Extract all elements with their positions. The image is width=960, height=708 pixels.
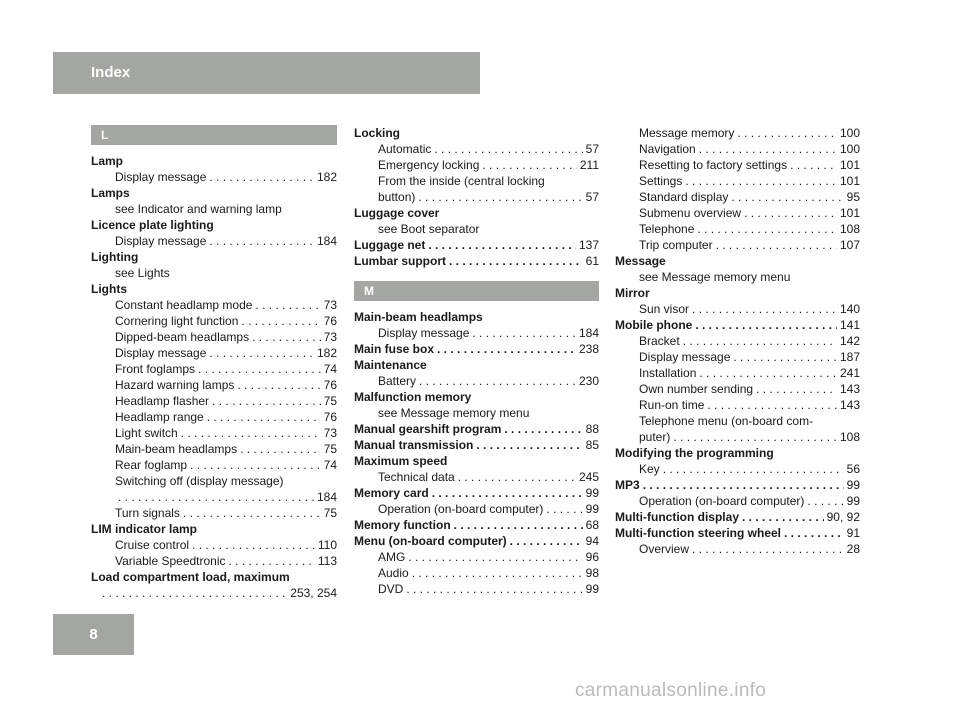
entry-label: Lighting: [91, 250, 139, 264]
dot-leader: [643, 477, 844, 493]
index-subentry: [91, 377, 337, 393]
dot-leader: [209, 233, 314, 249]
entry-label: MP3: [615, 478, 640, 492]
dot-leader: [731, 189, 843, 205]
index-subentry: [354, 221, 599, 237]
entry-label: Lumbar support: [354, 254, 446, 268]
entry-label: Maintenance: [354, 358, 427, 372]
page-reference: 85: [585, 438, 599, 452]
entry-label: Turn signals: [115, 506, 180, 520]
index-subentry: [354, 581, 599, 597]
entry-label: Message memory: [639, 126, 735, 140]
index-subentry: [354, 549, 599, 565]
index-entry: [354, 125, 599, 141]
entry-label: see Boot separator: [378, 222, 480, 236]
page-reference: 99: [846, 478, 860, 492]
page-reference: 28: [846, 542, 860, 556]
index-subentry: [354, 173, 599, 189]
page-reference: 238: [578, 342, 599, 356]
dot-leader: [434, 141, 582, 157]
page-reference: 143: [839, 382, 860, 396]
index-subentry: [91, 313, 337, 329]
index-subentry: [615, 189, 860, 205]
page-reference: 184: [316, 490, 337, 504]
entry-label: Automatic: [378, 142, 432, 156]
dot-leader: [183, 505, 321, 521]
dot-leader: [756, 381, 837, 397]
entry-label: Main-beam headlamps: [354, 310, 483, 324]
page-reference: 73: [323, 298, 337, 312]
entry-label: DVD: [378, 582, 404, 596]
entry-label: AMG: [378, 550, 406, 564]
page-reference: 108: [839, 222, 860, 236]
entry-label: puter): [639, 430, 671, 444]
page-title: Index: [91, 64, 131, 81]
dot-leader: [546, 501, 582, 517]
page-reference: 184: [316, 234, 337, 248]
page-reference: 94: [585, 534, 599, 548]
index-subentry: [615, 333, 860, 349]
entry-label: Bracket: [639, 334, 680, 348]
page-reference: 90, 92: [826, 510, 860, 524]
entry-label: Lamp: [91, 154, 124, 168]
page-reference: 74: [323, 362, 337, 376]
page-reference: 142: [839, 334, 860, 348]
index-entry: [615, 253, 860, 269]
entry-label: Trip computer: [639, 238, 713, 252]
index-subentry: [615, 269, 860, 285]
index-subentry: [354, 189, 599, 205]
index-subentry: [615, 205, 860, 221]
dot-leader: [181, 425, 321, 441]
entry-label: Display message: [639, 350, 731, 364]
page-reference: 75: [323, 442, 337, 456]
index-entry: [91, 217, 337, 233]
page-reference: 99: [585, 486, 599, 500]
entry-label: Lights: [91, 282, 127, 296]
entry-label: Emergency locking: [378, 158, 480, 172]
index-subentry: [615, 141, 860, 157]
dot-leader: [209, 169, 314, 185]
dot-leader: [118, 489, 314, 505]
index-subentry: [615, 349, 860, 365]
entry-label: Operation (on-board computer): [378, 502, 544, 516]
page-reference: 184: [578, 326, 599, 340]
page-reference: 110: [317, 538, 337, 552]
dot-leader: [240, 441, 321, 457]
entry-label: Memory function: [354, 518, 451, 532]
entry-label: Hazard warning lamps: [115, 378, 235, 392]
index-entry: [91, 153, 337, 169]
index-subentry: [91, 489, 337, 505]
index-subentry: [615, 125, 860, 141]
dot-leader: [716, 237, 837, 253]
dot-leader: [212, 393, 321, 409]
dot-leader: [190, 457, 321, 473]
index-subentry: [91, 441, 337, 457]
entry-label: Cornering light function: [115, 314, 239, 328]
dot-leader: [744, 205, 837, 221]
dot-leader: [192, 537, 315, 553]
dot-leader: [683, 333, 837, 349]
page-reference: 211: [579, 158, 599, 172]
index-subentry: [615, 397, 860, 413]
page-reference: 75: [323, 506, 337, 520]
dot-leader: [406, 581, 582, 597]
entry-label: Key: [639, 462, 660, 476]
index-subentry: [615, 237, 860, 253]
dot-leader: [237, 377, 320, 393]
dot-leader: [428, 237, 576, 253]
entry-label: Constant headlamp mode: [115, 298, 253, 312]
page-reference: 61: [585, 254, 599, 268]
entry-label: Lamps: [91, 186, 130, 200]
index-subentry: [91, 345, 337, 361]
page-reference: 73: [323, 330, 337, 344]
index-subentry: [354, 373, 599, 389]
page-reference: 241: [839, 366, 860, 380]
entry-label: Display message: [115, 234, 207, 248]
dot-leader: [692, 301, 837, 317]
dot-leader: [504, 421, 582, 437]
entry-label: Main fuse box: [354, 342, 435, 356]
page-reference: 56: [846, 462, 860, 476]
entry-label: Telephone: [639, 222, 695, 236]
index-subentry: [615, 301, 860, 317]
page-reference: 99: [585, 502, 599, 516]
page-reference: 75: [323, 394, 337, 408]
entry-label: Standard display: [639, 190, 729, 204]
index-entry: [354, 517, 599, 533]
entry-label: Headlamp flasher: [115, 394, 210, 408]
index-subentry: [91, 425, 337, 441]
page-reference: 95: [846, 190, 860, 204]
index-column-3: [615, 125, 860, 557]
entry-label: Run-on time: [639, 398, 705, 412]
entry-label: Light switch: [115, 426, 178, 440]
index-column-1: [91, 125, 337, 601]
index-subentry: [615, 541, 860, 557]
index-subentry: [91, 329, 337, 345]
entry-label: Display message: [378, 326, 470, 340]
entry-label: Technical data: [378, 470, 455, 484]
page-reference: 245: [578, 470, 599, 484]
page-reference: 99: [585, 582, 599, 596]
index-subentry: [354, 565, 599, 581]
dot-leader: [476, 437, 582, 453]
page-reference: 113: [317, 554, 337, 568]
index-entry: [615, 477, 860, 493]
dot-leader: [692, 541, 844, 557]
entry-label: see Indicator and warning lamp: [115, 202, 282, 216]
dot-leader: [733, 349, 837, 365]
index-subentry: [91, 585, 337, 601]
index-subentry: [91, 169, 337, 185]
page-reference: 141: [839, 318, 860, 332]
dot-leader: [198, 361, 321, 377]
page-reference: 76: [323, 314, 337, 328]
page-reference: 74: [323, 458, 337, 472]
dot-leader: [472, 325, 576, 341]
index-entry: [615, 285, 860, 301]
entry-label: LIM indicator lamp: [91, 522, 198, 536]
dot-leader: [458, 469, 576, 485]
index-entry: [354, 309, 599, 325]
entry-label: Sun visor: [639, 302, 690, 316]
entry-label: Manual gearshift program: [354, 422, 502, 436]
entry-label: Luggage cover: [354, 206, 440, 220]
dot-leader: [207, 409, 321, 425]
index-entry: [91, 521, 337, 537]
page-reference: 76: [323, 378, 337, 392]
index-subentry: [91, 393, 337, 409]
dot-leader: [419, 373, 576, 389]
dot-leader: [685, 173, 837, 189]
dot-leader: [673, 429, 837, 445]
entry-label: Dipped-beam headlamps: [115, 330, 250, 344]
dot-leader: [663, 461, 844, 477]
index-entry: [615, 509, 860, 525]
page-reference: 98: [585, 566, 599, 580]
entry-label: Front foglamps: [115, 362, 196, 376]
index-entry: [354, 485, 599, 501]
index-subentry: [91, 233, 337, 249]
page-reference: 101: [839, 206, 860, 220]
page-reference: 143: [839, 398, 860, 412]
dot-leader: [510, 533, 583, 549]
dot-leader: [209, 345, 314, 361]
page-reference: 187: [839, 350, 860, 364]
dot-leader: [408, 549, 582, 565]
page-reference: 73: [323, 426, 337, 440]
index-entry: [615, 445, 860, 461]
entry-label: Menu (on-board computer): [354, 534, 507, 548]
dot-leader: [449, 253, 583, 269]
entry-label: Switching off (display message): [115, 474, 284, 488]
entry-label: button): [378, 190, 416, 204]
entry-label: Navigation: [639, 142, 696, 156]
index-subentry: [91, 201, 337, 217]
page-reference: 140: [839, 302, 860, 316]
entry-label: Modifying the programming: [615, 446, 774, 460]
index-subentry: [615, 221, 860, 237]
watermark-text: carmanualsonline.info: [575, 680, 767, 701]
dot-leader: [418, 189, 582, 205]
index-subentry: [354, 501, 599, 517]
section-gap: [354, 269, 599, 281]
dot-leader: [737, 125, 837, 141]
entry-label: Main-beam headlamps: [115, 442, 238, 456]
index-entry: [354, 357, 599, 373]
index-entry: [91, 569, 337, 585]
index-subentry: [615, 157, 860, 173]
dot-leader: [252, 329, 321, 345]
index-letter-heading: M: [354, 281, 599, 301]
entry-label: Settings: [639, 174, 683, 188]
entry-label: Resetting to factory settings: [639, 158, 788, 172]
page-reference: 91: [846, 526, 860, 540]
index-entry: [354, 453, 599, 469]
index-subentry: [354, 141, 599, 157]
entry-label: see Message memory menu: [378, 406, 530, 420]
index-entry: [91, 185, 337, 201]
entry-label: see Lights: [115, 266, 170, 280]
entry-label: Own number sending: [639, 382, 754, 396]
entry-label: Battery: [378, 374, 417, 388]
dot-leader: [707, 397, 837, 413]
dot-leader: [790, 157, 837, 173]
index-entry: [354, 205, 599, 221]
page-reference: 182: [316, 170, 337, 184]
page-reference: 100: [839, 142, 860, 156]
page-reference: 230: [578, 374, 599, 388]
index-entry: [354, 253, 599, 269]
dot-leader: [255, 297, 320, 313]
entry-label: Licence plate lighting: [91, 218, 214, 232]
index-subentry: [615, 493, 860, 509]
entry-label: Submenu overview: [639, 206, 742, 220]
page-reference: 253, 254: [290, 586, 337, 600]
index-subentry: [91, 553, 337, 569]
entry-label: Load compartment load, maximum: [91, 570, 290, 584]
entry-label: Display message: [115, 346, 207, 360]
entry-label: Rear foglamp: [115, 458, 188, 472]
page-reference: 88: [585, 422, 599, 436]
entry-label: Multi-function steering wheel: [615, 526, 782, 540]
dot-leader: [742, 509, 824, 525]
index-entry: [91, 281, 337, 297]
index-entry: [354, 389, 599, 405]
index-subentry: [354, 469, 599, 485]
dot-leader: [454, 517, 583, 533]
page-reference: 108: [839, 430, 860, 444]
index-subentry: [615, 461, 860, 477]
entry-label: Overview: [639, 542, 690, 556]
entry-label: Multi-function display: [615, 510, 739, 524]
dot-leader: [437, 341, 576, 357]
page-reference: 99: [846, 494, 860, 508]
entry-label: Headlamp range: [115, 410, 204, 424]
index-subentry: [91, 265, 337, 281]
index-subentry: [91, 361, 337, 377]
page-reference: 101: [839, 174, 860, 188]
page-reference: 76: [323, 410, 337, 424]
index-subentry: [354, 157, 599, 173]
index-subentry: [91, 473, 337, 489]
entry-label: Installation: [639, 366, 697, 380]
index-entry: [615, 317, 860, 333]
page-reference: 68: [585, 518, 599, 532]
dot-leader: [432, 485, 583, 501]
entry-label: Cruise control: [115, 538, 190, 552]
page-reference: 57: [585, 142, 599, 156]
index-entry: [354, 341, 599, 357]
page-reference: 96: [585, 550, 599, 564]
page-reference: 57: [585, 190, 599, 204]
entry-label: Display message: [115, 170, 207, 184]
index-subentry: [615, 381, 860, 397]
dot-leader: [229, 553, 315, 569]
index-subentry: [615, 413, 860, 429]
dot-leader: [102, 585, 287, 601]
entry-label: see Message memory menu: [639, 270, 791, 284]
page-reference: 101: [839, 158, 860, 172]
index-entry: [354, 237, 599, 253]
index-subentry: [615, 429, 860, 445]
dot-leader: [412, 565, 583, 581]
entry-label: Locking: [354, 126, 401, 140]
page-number: 8: [89, 626, 98, 643]
index-subentry: [354, 405, 599, 421]
index-column-2: [354, 125, 599, 597]
index-subentry: [91, 297, 337, 313]
index-entry: [354, 437, 599, 453]
dot-leader: [784, 525, 844, 541]
dot-leader: [482, 157, 576, 173]
index-subentry: [615, 173, 860, 189]
index-entry: [354, 533, 599, 549]
index-subentry: [91, 457, 337, 473]
dot-leader: [241, 313, 320, 329]
entry-label: Manual transmission: [354, 438, 474, 452]
index-subentry: [91, 409, 337, 425]
page-reference: 100: [839, 126, 860, 140]
entry-label: Mirror: [615, 286, 650, 300]
page-reference: 107: [839, 238, 860, 252]
index-subentry: [615, 365, 860, 381]
index-subentry: [354, 325, 599, 341]
entry-label: Memory card: [354, 486, 429, 500]
entry-label: Operation (on-board computer): [639, 494, 805, 508]
entry-label: Maximum speed: [354, 454, 448, 468]
index-letter-heading: L: [91, 125, 337, 145]
entry-label: Luggage net: [354, 238, 426, 252]
dot-leader: [695, 317, 837, 333]
dot-leader: [807, 493, 843, 509]
page-reference: 137: [578, 238, 599, 252]
page-reference: 182: [316, 346, 337, 360]
entry-label: Malfunction memory: [354, 390, 472, 404]
entry-label: From the inside (central locking: [378, 174, 545, 188]
dot-leader: [699, 365, 837, 381]
dot-leader: [699, 141, 837, 157]
entry-label: Audio: [378, 566, 409, 580]
index-entry: [615, 525, 860, 541]
entry-label: Telephone menu (on-board com-: [639, 414, 814, 428]
index-entry: [91, 249, 337, 265]
dot-leader: [697, 221, 837, 237]
index-subentry: [91, 537, 337, 553]
entry-label: Mobile phone: [615, 318, 693, 332]
index-subentry: [91, 505, 337, 521]
index-entry: [354, 421, 599, 437]
entry-label: Variable Speedtronic: [115, 554, 226, 568]
entry-label: Message: [615, 254, 666, 268]
